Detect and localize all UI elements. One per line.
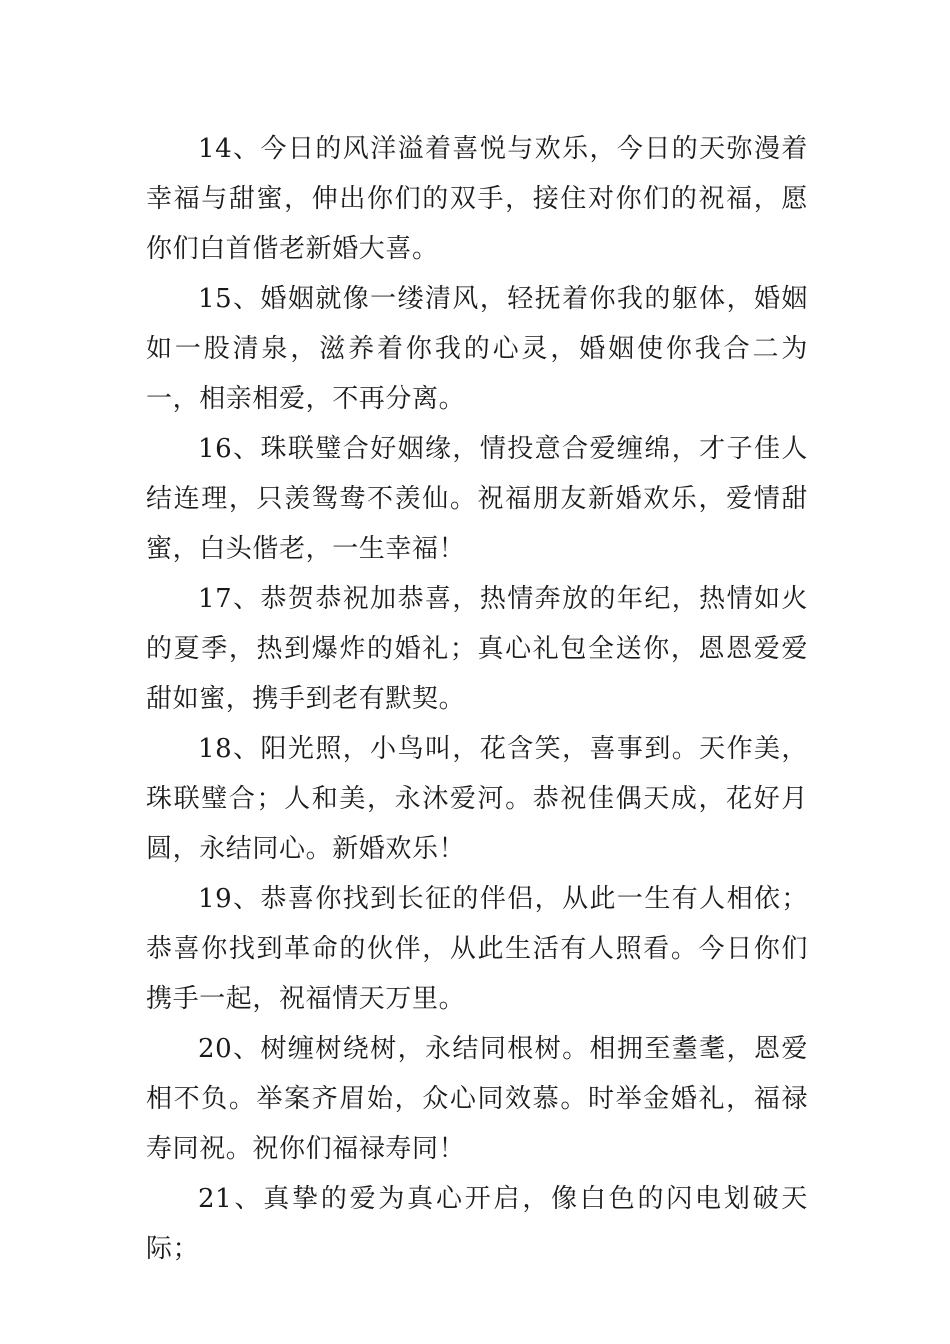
paragraph-17: 17、恭贺恭祝加恭喜，热情奔放的年纪，热情如火的夏季，热到爆炸的婚礼；真心礼包全送你，恩恩爱爱甜如蜜，携手到老有默契。 <box>146 584 808 714</box>
paragraph-16: 16、珠联璧合好姻缘，情投意合爱缠绵，才子佳人结连理，只羡鸳鸯不羡仙。祝福朋友新婚欢乐，爱情甜蜜，白头偕老，一生幸福！ <box>146 434 808 564</box>
paragraph-18: 18、阳光照，小鸟叫，花含笑，喜事到。天作美，珠联璧合；人和美，永沐爱河。恭祝佳偶天成，花好月圆，永结同心。新婚欢乐！ <box>146 734 808 864</box>
paragraph-21: 21、真挚的爱为真心开启，像白色的闪电划破天际； <box>146 1184 808 1264</box>
document-body <box>146 124 808 1274</box>
paragraph-19: 19、恭喜你找到长征的伴侣，从此一生有人相依；恭喜你找到革命的伙伴，从此生活有人照看。今日你们携手一起，祝福情天万里。 <box>146 884 808 1014</box>
paragraph-14: 14、今日的风洋溢着喜悦与欢乐，今日的天弥漫着幸福与甜蜜，伸出你们的双手，接住对你们的祝福，愿你们白首偕老新婚大喜。 <box>146 134 808 264</box>
paragraph-15: 15、婚姻就像一缕清风，轻抚着你我的躯体，婚姻如一股清泉，滋养着你我的心灵，婚姻使你我合二为一，相亲相爱，不再分离。 <box>146 284 808 414</box>
paragraph-20: 20、树缠树绕树，永结同根树。相拥至耋耄，恩爱相不负。举案齐眉始，众心同效慕。时举金婚礼，福禄寿同祝。祝你们福禄寿同！ <box>146 1034 808 1164</box>
